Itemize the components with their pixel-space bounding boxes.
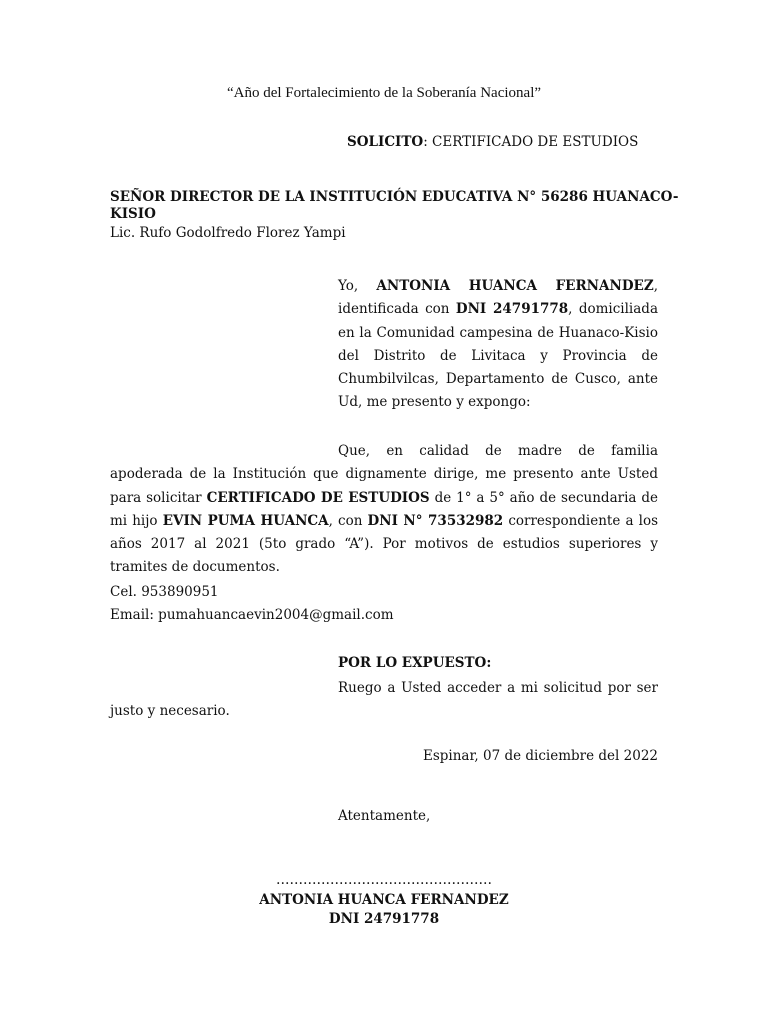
place-date: Espinar, 07 de diciembre del 2022	[422, 748, 658, 764]
intro-rest: , domiciliada en la Comunidad campesina de Huanaco-Kisio del Distrito de Livitaca y Provincia de Chumbilvilcas, Departamento de Cusco, ante Ud, me presento y expongo:	[338, 301, 658, 411]
student-dni: DNI N° 73532982	[367, 512, 504, 529]
contact-email: Email: pumahuancaevin2004@gmail.com	[110, 607, 394, 623]
intro-id-pre: identificada con	[338, 301, 456, 318]
signature-line: …………………………………………	[276, 872, 492, 888]
applicant-name: ANTONIA HUANCA FERNANDEZ	[376, 278, 654, 294]
body-text-4: correspondiente a los años 2017 al 2021 (5to grado “A”). Por motivos de estudios superiores y tramites de documentos.	[110, 512, 659, 576]
addressee-line-2: KISIO	[110, 206, 156, 222]
intro-paragraph	[338, 275, 658, 415]
body-certificate: CERTIFICADO DE ESTUDIOS	[206, 489, 430, 506]
subject-label: SOLICITO	[347, 134, 424, 150]
addressee-name: Lic. Rufo Godolfredo Florez Yampi	[110, 225, 346, 241]
request-paragraph	[110, 677, 658, 724]
request-text: Ruego a Usted acceder a mi solicitud por ser justo y necesario.	[110, 680, 658, 720]
year-motto: “Año del Fortalecimiento de la Soberanía Nacional”	[226, 85, 542, 101]
closing-heading: POR LO EXPUESTO:	[338, 655, 492, 671]
applicant-dni: DNI 24791778	[455, 301, 569, 318]
contact-cel: Cel. 953890951	[110, 584, 219, 600]
signature-name: ANTONIA HUANCA FERNANDEZ	[259, 892, 509, 908]
student-name: EVIN PUMA HUANCA	[162, 512, 329, 529]
salutation: Atentamente,	[338, 808, 431, 824]
subject-line	[347, 134, 638, 150]
body-paragraph	[110, 440, 658, 580]
intro-comma: ,	[653, 278, 658, 294]
addressee-line-1: SEÑOR DIRECTOR DE LA INSTITUCIÓN EDUCATIVA N° 56286 HUANACO-	[110, 189, 679, 205]
body-text-1: Que, en calidad de madre de familia apoderada de la Institución que dignamente dirige, me presento ante Usted para solicitar	[110, 443, 658, 506]
subject-text: : CERTIFICADO DE ESTUDIOS	[423, 134, 639, 150]
body-text-3: , con	[328, 512, 368, 529]
intro-yo: Yo,	[338, 278, 359, 294]
body-text-2: de 1° a 5° año de secundaria de mi hijo	[110, 489, 659, 529]
signature-dni: DNI 24791778	[328, 911, 440, 927]
